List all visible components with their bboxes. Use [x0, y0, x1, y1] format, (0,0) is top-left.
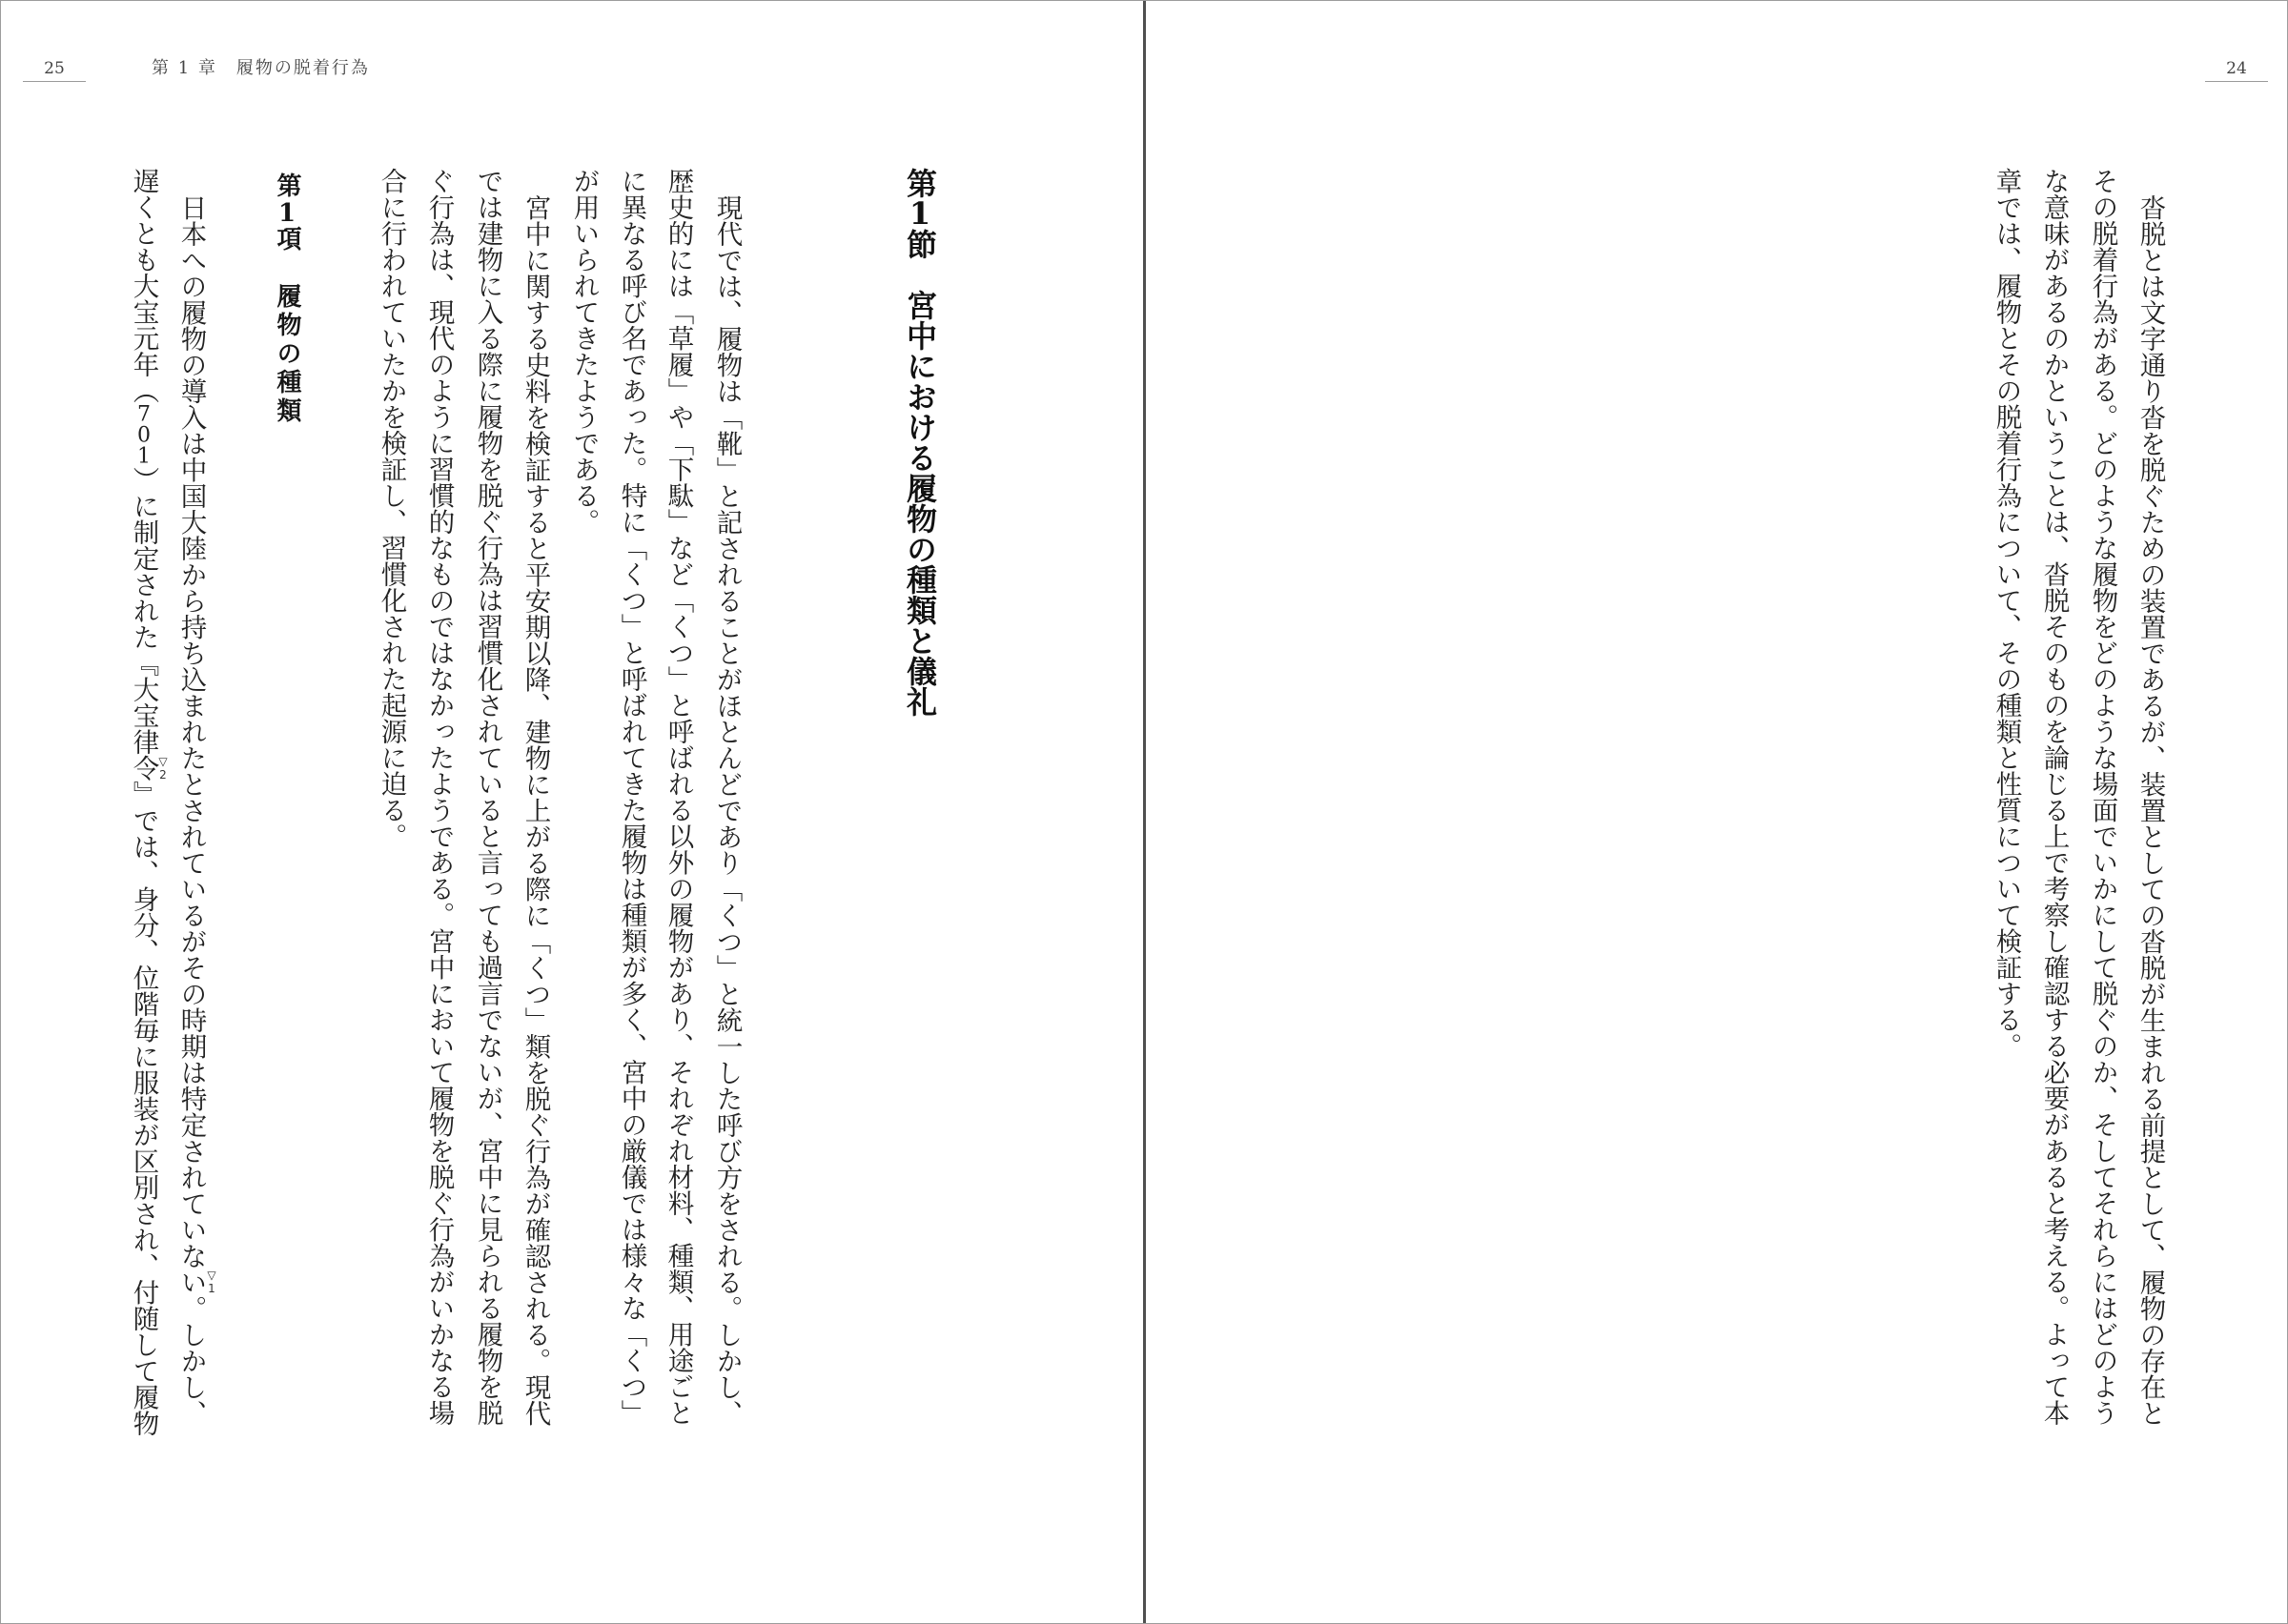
footnote-marker: ▽2 [156, 755, 170, 782]
body-line: では建物に入る際に履物を脱ぐ行為は習慣化されていると言っても過言でないが、宮中に見られる履物を脱 [472, 168, 503, 1426]
body-line: に異なる呼び名であった。特に「くつ」と呼ばれてきた履物は種類が多く、宮中の厳儀では様々な「くつ」 [616, 168, 647, 1426]
body-line: その脱着行為がある。どのような履物をどのような場面でいかにして脱ぐのか、そしてそれらにはどのよう [2087, 168, 2118, 1426]
left-page [1, 1, 1143, 1623]
body-line: 章では、履物とその脱着行為について、その種類と性質について検証する。 [1991, 168, 2022, 1059]
body-line: 日本への履物の導入は中国大陸から持ち込まれたとされているがその時期は特定されていない。しかし、 [175, 193, 207, 1426]
page-number: 24 [2205, 56, 2268, 82]
footnote-marker: ▽1 [205, 1269, 218, 1295]
right-page [1147, 1, 2287, 1623]
running-head: 第 1 章 履物の脱着行為 [152, 58, 370, 78]
upright-digit: 1 [909, 198, 931, 229]
body-line: 合に行われていたかを検証し、習慣化された起源に迫る。 [376, 168, 407, 849]
body-line: 沓脱とは文字通り沓を脱ぐための装置であるが、装置としての沓脱が生まれる前提として、履物の存在と [2135, 193, 2166, 1426]
upright-digit: 1 [277, 201, 296, 226]
body-line: ぐ行為は、現代のように習慣的なものではなかったようである。宮中において履物を脱ぐ行為がいかなる場 [423, 168, 455, 1426]
body-line: が用いられてきたようである。 [568, 168, 600, 535]
page-number: 25 [23, 56, 86, 82]
body-line: 歴史的には「草履」や「下駄」など「くつ」と呼ばれる以外の履物があり、それぞれ材料、種類、用途ごと [663, 168, 694, 1426]
body-line: な意味があるのかということは、沓脱そのものを論じる上で考察し確認する必要があると考える。よって本 [2038, 168, 2070, 1426]
body-line: 現代では、履物は「靴」と記されることがほとんどであり「くつ」と統一した呼び方をされる。しかし、 [711, 193, 743, 1426]
subsection-heading: 第1項 履物の種類 [273, 173, 301, 426]
upright-digit: 7 [137, 403, 151, 425]
upright-digit: 1 [137, 445, 151, 467]
upright-digit: 0 [137, 424, 151, 446]
section-heading: 第1節 宮中における履物の種類と儀礼 [902, 168, 938, 717]
spine-divider [1143, 1, 1146, 1623]
body-line: 遅くとも大宝元年（701）に制定された『大宝律令』では、身分、位階毎に服装が区別され、付随して履物 [128, 168, 159, 1436]
body-line: 宮中に関する史料を検証すると平安期以降、建物に上がる際に「くつ」類を脱ぐ行為が確認される。現代 [520, 193, 551, 1426]
